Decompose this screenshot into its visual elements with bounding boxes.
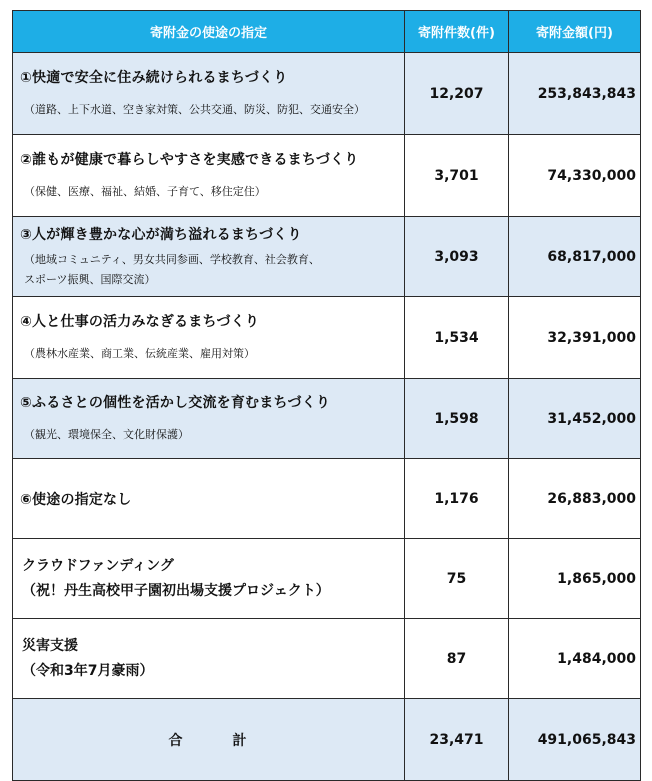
purpose-detail: （保健、医療、福祉、結婚、子育て、移住定住） bbox=[24, 185, 266, 198]
total-row bbox=[13, 699, 641, 781]
purpose-title: ⑤ふるさとの個性を活かし交流を育むまちづくり bbox=[20, 395, 331, 411]
purpose-cell bbox=[13, 539, 405, 619]
count-cell: 3,093 bbox=[405, 217, 509, 297]
purpose-cell bbox=[13, 459, 405, 539]
count-cell: 87 bbox=[405, 619, 509, 699]
table-row bbox=[13, 297, 641, 379]
total-label-char: 計 bbox=[232, 732, 249, 749]
amount-cell: 32,391,000 bbox=[509, 297, 641, 379]
amount-cell: 1,484,000 bbox=[509, 619, 641, 699]
table-row bbox=[13, 53, 641, 135]
purpose-cell bbox=[13, 217, 405, 297]
purpose-detail-line: スポーツ振興、国際交流） bbox=[24, 272, 156, 286]
purpose-detail: （農林水産業、商工業、伝統産業、雇用対策） bbox=[24, 347, 255, 360]
header-purpose: 寄附金の使途の指定 bbox=[13, 11, 405, 53]
purpose-cell bbox=[13, 297, 405, 379]
amount-cell: 26,883,000 bbox=[509, 459, 641, 539]
table-row bbox=[13, 217, 641, 297]
purpose-detail bbox=[20, 250, 400, 290]
purpose-title: ④人と仕事の活力みなぎるまちづくり bbox=[20, 314, 260, 330]
count-cell: 1,598 bbox=[405, 379, 509, 459]
purpose-detail: （観光、環境保全、文化財保護） bbox=[24, 428, 189, 441]
total-label-char: 合 bbox=[168, 732, 185, 749]
count-cell: 12,207 bbox=[405, 53, 509, 135]
total-label bbox=[13, 699, 405, 781]
count-cell: 1,534 bbox=[405, 297, 509, 379]
count-cell: 3,701 bbox=[405, 135, 509, 217]
purpose-cell bbox=[13, 619, 405, 699]
purpose-title: ②誰もが健康で暮らしやすさを実感できるまちづくり bbox=[20, 152, 359, 168]
table-row bbox=[13, 619, 641, 699]
purpose-title: ⑥使途の指定なし bbox=[20, 491, 132, 508]
table-header-row bbox=[13, 11, 641, 53]
purpose-detail: （道路、上下水道、空き家対策、公共交通、防災、防犯、交通安全） bbox=[24, 103, 365, 116]
purpose-line: （祝！丹生高校甲子園初出場支援プロジェクト） bbox=[22, 582, 330, 599]
purpose-cell bbox=[13, 379, 405, 459]
total-amount: 491,065,843 bbox=[509, 699, 641, 781]
amount-cell: 1,865,000 bbox=[509, 539, 641, 619]
amount-cell: 31,452,000 bbox=[509, 379, 641, 459]
purpose-line: クラウドファンディング bbox=[22, 557, 174, 574]
count-cell: 1,176 bbox=[405, 459, 509, 539]
table-row bbox=[13, 135, 641, 217]
table-row bbox=[13, 379, 641, 459]
purpose-title: ①快適で安全に住み続けられるまちづくり bbox=[20, 70, 288, 86]
purpose-title: ③人が輝き豊かな心が満ち溢れるまちづくり bbox=[20, 226, 302, 243]
donation-summary-table bbox=[12, 10, 641, 781]
amount-cell: 74,330,000 bbox=[509, 135, 641, 217]
table-row bbox=[13, 459, 641, 539]
purpose-cell bbox=[13, 135, 405, 217]
purpose-detail-line: （地域コミュニティ、男女共同参画、学校教育、社会教育、 bbox=[24, 252, 320, 266]
amount-cell: 253,843,843 bbox=[509, 53, 641, 135]
purpose-line: 災害支援 bbox=[22, 637, 78, 654]
table-row bbox=[13, 539, 641, 619]
total-count: 23,471 bbox=[405, 699, 509, 781]
header-amount: 寄附金額(円) bbox=[509, 11, 641, 53]
header-count: 寄附件数(件) bbox=[405, 11, 509, 53]
purpose-cell bbox=[13, 53, 405, 135]
count-cell: 75 bbox=[405, 539, 509, 619]
amount-cell: 68,817,000 bbox=[509, 217, 641, 297]
purpose-line: （令和3年7月豪雨） bbox=[22, 662, 154, 679]
